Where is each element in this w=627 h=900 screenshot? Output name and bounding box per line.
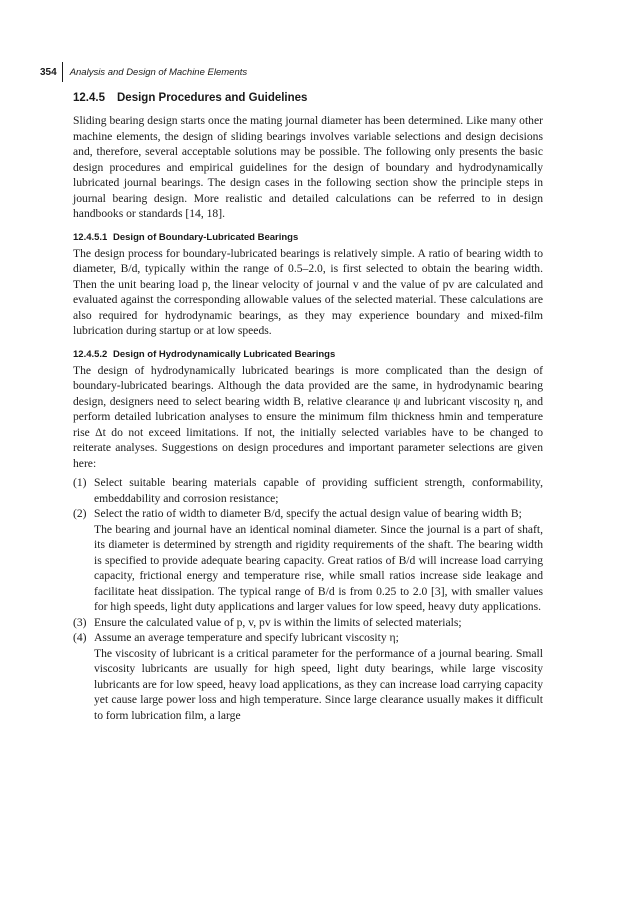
list-item bbox=[73, 475, 543, 506]
page-body bbox=[73, 92, 543, 723]
list-item-text: Assume an average temperature and specify lubricant viscosity η; bbox=[94, 631, 399, 644]
running-header bbox=[40, 62, 247, 82]
subsection-paragraph-1: The design process for boundary-lubricated bearings is relatively simple. A ratio of bearing width to diameter, B/d, typically within the range of 0.5–2.0, is first selected to obtain the bearing width. Then the unit bearing load p, the linear velocity of journal v and the value of pv are calculated and evaluated against the corresponding allowable values of the selected material. These calculations are also required for hydrodynamic bearings, as they may experience boundary and mixed-film lubrication during startup or at low speeds. bbox=[73, 246, 543, 337]
list-item bbox=[73, 615, 543, 631]
list-item-text: Select the ratio of width to diameter B/d, specify the actual design value of bearing width B; bbox=[94, 507, 522, 520]
section-intro-paragraph: Sliding bearing design starts once the mating journal diameter has been determined. Like many other machine elements, the design of sliding bearings involves variable selections and design decisions and, therefore, several acceptable solutions may be possible. The following only presents the basic design procedures and empirical guidelines for the design of boundary and hydrodynamically lubricated journal bearings. The design cases in the following section show the principle steps in journal bearing design. More realistic and detailed calculations can be referred to in design handbooks or standards [14, 18]. bbox=[73, 114, 543, 220]
list-item-label: (3) bbox=[73, 615, 87, 629]
list-item-text: Ensure the calculated value of p, v, pv is within the limits of selected materials; bbox=[94, 615, 462, 629]
list-item bbox=[73, 506, 543, 615]
section-heading bbox=[73, 92, 543, 104]
list-item-label: (1) bbox=[73, 476, 87, 489]
header-divider bbox=[62, 62, 63, 82]
subsection-heading-2 bbox=[73, 349, 543, 360]
list-item-detail: The viscosity of lubricant is a critical parameter for the performance of a journal bearing. Small viscosity lubricants are usually for high speed, light duty bearings, while large viscosity lubricants are for low speed, heavy load applications, as they can increase load carrying capacity yet cause large power loss and high temperature. Since large clearance usually makes it difficult to form lubrication film, a large bbox=[94, 646, 543, 722]
subsection-number-2: 12.4.5.2 bbox=[73, 348, 108, 360]
subsection-number-1: 12.4.5.1 bbox=[73, 231, 108, 243]
subsection-title-1: Design of Boundary-Lubricated Bearings bbox=[113, 231, 299, 243]
section-title: Design Procedures and Guidelines bbox=[117, 92, 308, 104]
design-steps-list bbox=[73, 475, 543, 723]
subsection-heading-1 bbox=[73, 232, 543, 243]
list-item bbox=[73, 630, 543, 723]
list-item-label: (4) bbox=[73, 631, 87, 644]
list-item-detail: The bearing and journal have an identical nominal diameter. Since the journal is a part of shaft, its diameter is determined by strength and rigidity requirements of the shaft. The bearing width is specified to provide adequate bearing capacity. Great ratios of B/d will increase load carrying capacity, frictional energy and temperature rise, while small ratios increase side leakage and facilitate heat dissipation. The typical range of B/d is from 0.25 to 2.0 [3], with smaller values for high speeds, light duty applications and larger values for low speed, heavy duty applications. bbox=[94, 522, 543, 613]
list-item-text: Select suitable bearing materials capable of providing sufficient strength, conformability, embeddability and corrosion resistance; bbox=[94, 476, 543, 505]
page-number: 354 bbox=[40, 66, 57, 78]
section-number: 12.4.5 bbox=[73, 92, 105, 104]
running-title: Analysis and Design of Machine Elements bbox=[69, 66, 248, 78]
subsection-title-2: Design of Hydrodynamically Lubricated Bearings bbox=[113, 348, 336, 360]
list-item-label: (2) bbox=[73, 507, 87, 520]
subsection-paragraph-2: The design of hydrodynamically lubricated bearings is more complicated than the design of boundary-lubricated bearings. Although the data provided are the same, in hydrodynamic bearing design, designers need to select bearing width B, relative clearance ψ and lubricant viscosity η, and perform detailed lubrication analyses to ensure the minimum film thickness hmin and temperature rise Δt do not exceed limitations. If not, the initially selected variables have to be changed to reiterate analyses. Suggestions on design procedures and important parameter selections are given here: bbox=[73, 363, 543, 470]
